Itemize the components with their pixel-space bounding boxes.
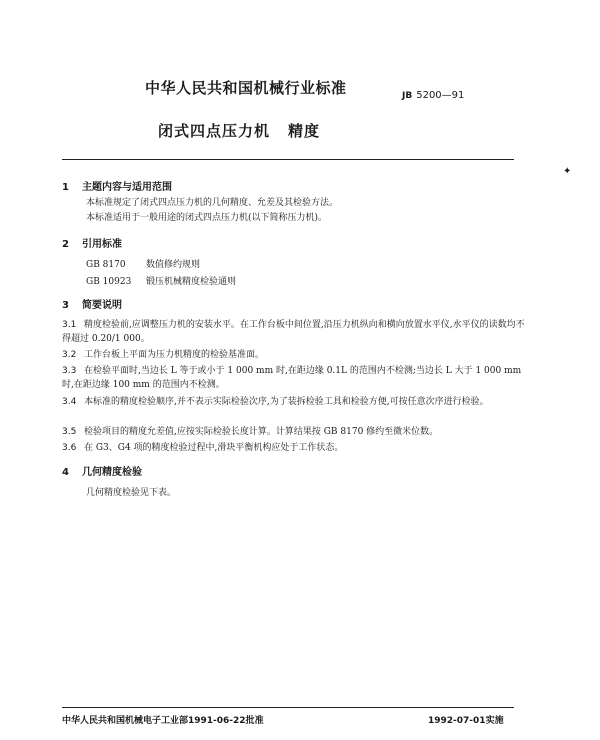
standard-code [402, 90, 464, 101]
reference-item [86, 257, 200, 270]
clause-number: 3.1 [62, 320, 77, 330]
approval-line: 中华人民共和国机械电子工业部1991-06-22批准 [62, 716, 264, 726]
document-title [158, 120, 320, 141]
section-number: 4 [62, 467, 69, 478]
reference-code: GB 8170 [86, 260, 126, 270]
clause-text: 精度检验前,应调整压力机的安装水平。在工作台板中间位置,沿压力机纵向和横向放置水平仪,水平仪的读数均不得超过 0.20/1 000。 [62, 320, 525, 344]
clause-3-2 [62, 348, 532, 362]
clause-text: 工作台板上平面为压力机精度的检验基准面。 [84, 350, 265, 360]
section-1-heading [62, 178, 172, 193]
clause-number: 3.6 [62, 443, 77, 453]
clause-text: 在 G3、G4 项的精度检验过程中,滑块平衡机构应处于工作状态。 [84, 443, 344, 453]
clause-number: 3.5 [62, 427, 77, 437]
title-sub: 精度 [288, 122, 321, 140]
section-number: 2 [62, 239, 69, 250]
clause-number: 3.2 [62, 350, 77, 360]
reference-code: GB 10923 [86, 277, 132, 287]
section-title: 几何精度检验 [82, 467, 142, 478]
section-title: 主题内容与适用范围 [82, 182, 172, 193]
section-number: 1 [62, 182, 69, 193]
reference-item [86, 274, 236, 287]
implementation-date: 1992-07-01实施 [428, 716, 504, 726]
section-2-heading [62, 235, 122, 250]
section-1-paragraph: 本标准规定了闭式四点压力机的几何精度、允差及其检验方法。 [86, 198, 339, 208]
clause-3-1 [62, 318, 532, 346]
clause-3-3 [62, 364, 532, 392]
footer-rule [62, 707, 514, 708]
clause-text: 检验项目的精度允差值,应按实际检验长度计算。计算结果按 GB 8170 修约至微米位数。 [84, 427, 439, 437]
title-main: 闭式四点压力机 [158, 122, 271, 140]
clause-number: 3.4 [62, 397, 77, 407]
section-4-heading [62, 463, 142, 478]
clause-text: 本标准的精度检验顺序,并不表示实际检验次序,为了装拆检验工具和检验方便,可按任意次序进行检验。 [84, 397, 489, 407]
issuing-organization: 中华人民共和国机械行业标准 [145, 79, 347, 97]
section-title: 引用标准 [82, 239, 122, 250]
clause-3-5 [62, 425, 532, 439]
section-4-paragraph: 几何精度检验见下表。 [86, 488, 177, 498]
reference-name: 数值修约规则 [146, 260, 201, 270]
margin-mark: ✦ [563, 166, 572, 177]
clause-3-4 [62, 395, 532, 409]
section-number: 3 [62, 300, 69, 311]
clause-number: 3.3 [62, 366, 77, 376]
section-1-paragraph: 本标准适用于一般用途的闭式四点压力机(以下简称压力机)。 [86, 213, 328, 223]
clause-text: 在检验平面时,当边长 L 等于或小于 1 000 mm 时,在距边缘 0.1L 的范围内不检测;当边长 L 大于 1 000 mm 时,在距边缘 100 mm 的范围内不检测。 [62, 366, 522, 390]
section-title: 简要说明 [82, 300, 122, 311]
reference-name: 锻压机械精度检验通则 [146, 277, 237, 287]
header-rule [62, 159, 514, 160]
standard-code-number: 5200—91 [416, 90, 465, 101]
section-3-heading [62, 296, 122, 311]
clause-3-6 [62, 441, 532, 455]
standard-code-prefix: JB [402, 91, 413, 101]
